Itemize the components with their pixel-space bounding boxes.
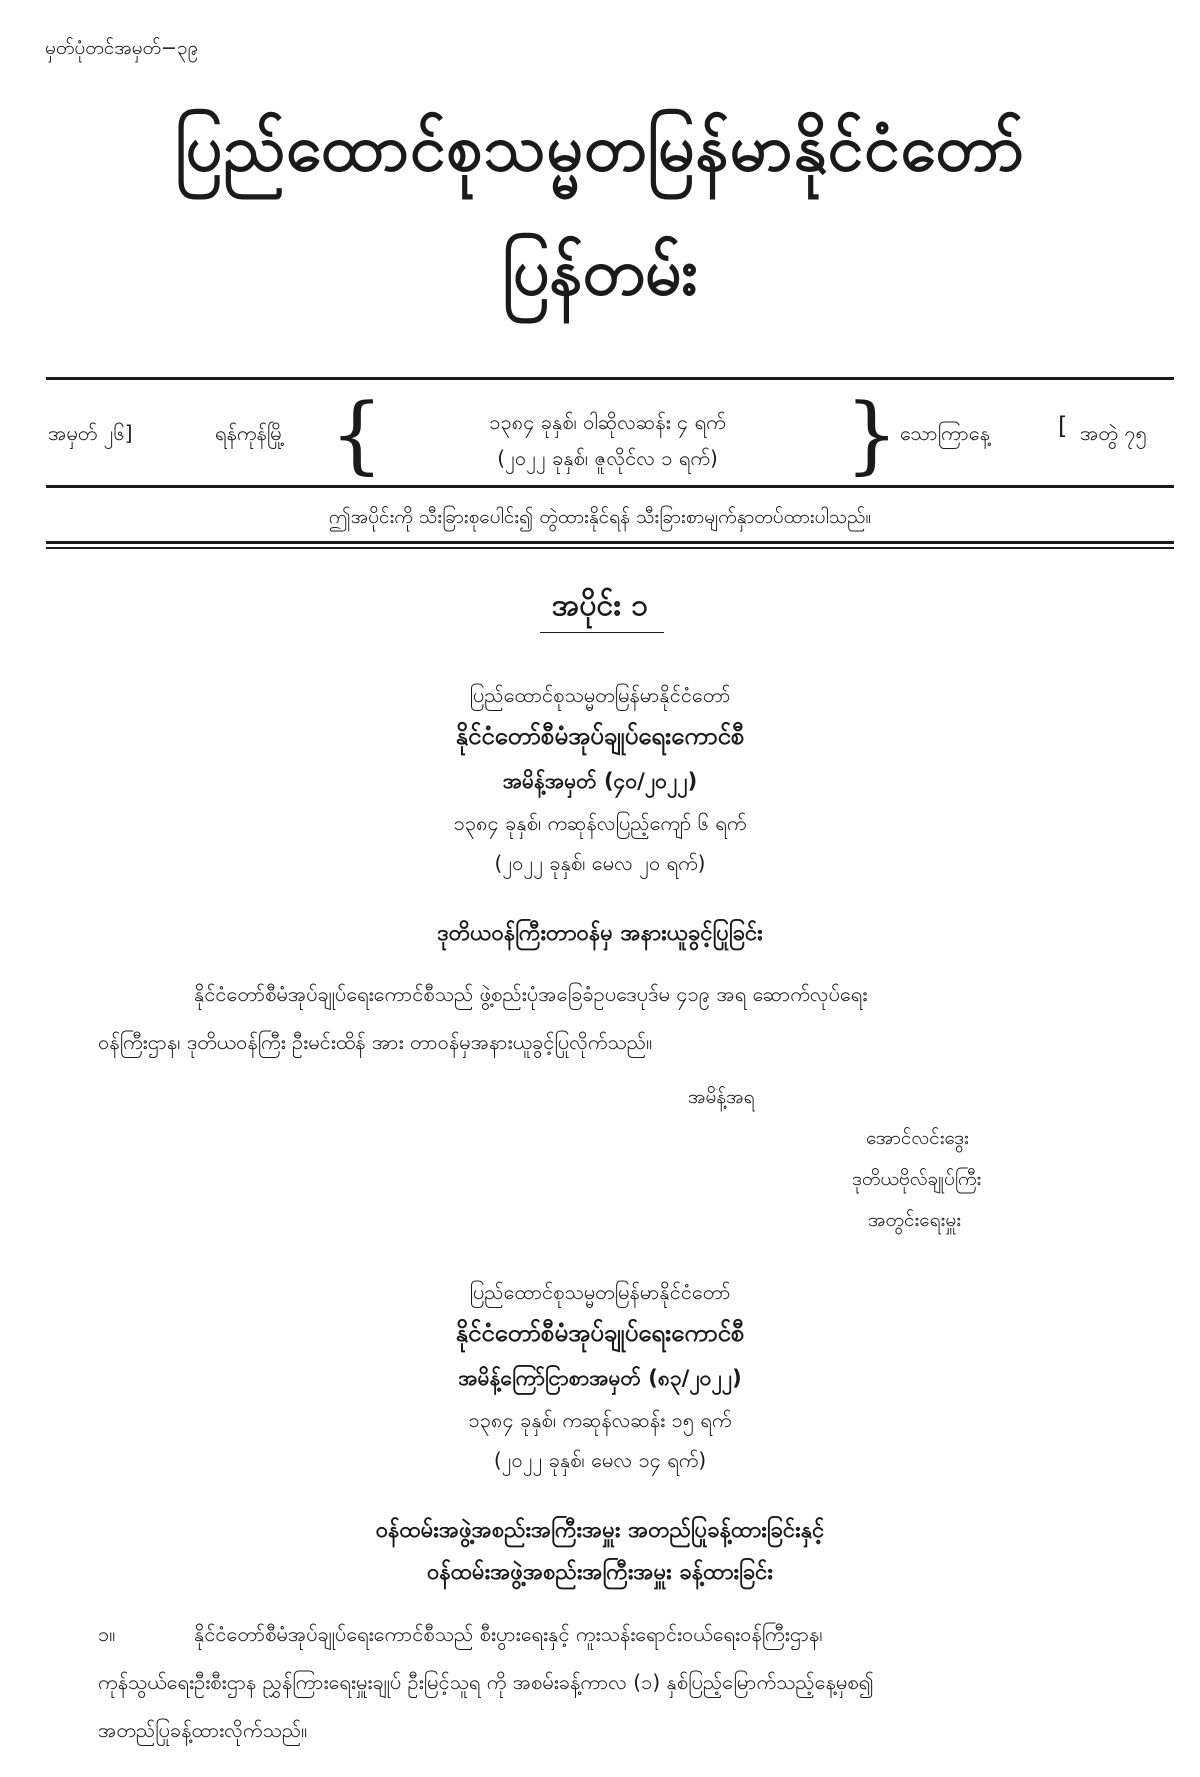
order2-body xyxy=(98,1610,1098,1754)
separate-page-note: ဤအပိုင်းကို သီးခြားစုပေါင်း၍ တွဲထားနိုင်ရန် သီးခြားစာမျက်နှာတပ်ထားပါသည်။ xyxy=(328,506,872,528)
issue-date-myanmar: ၁၃၈၄ ခုနှစ်၊ ဝါဆိုလဆန်း ၄ ရက် xyxy=(489,410,726,434)
issue-number: အမှတ် ၂၆] xyxy=(48,421,133,445)
order1-date-gregorian: (၂၀၂၂ ခုနှစ်၊ မေလ ၂၀ ရက်) xyxy=(494,851,706,875)
order1-by-order: အမိန့်အရ xyxy=(688,1086,755,1108)
order2-number: အမိန့်ကြော်ငြာစာအမှတ် (၈၃/၂၀၂၂) xyxy=(458,1366,742,1390)
order2-state: ပြည်ထောင်စုသမ္မတမြန်မာနိုင်ငံတော် xyxy=(469,1280,731,1304)
gazette-title: ပြည်ထောင်စုသမ္မတမြန်မာနိုင်ငံတော် xyxy=(174,112,1026,186)
order2-para-number: ၁။ xyxy=(98,1622,116,1646)
order2-body-line2: ကုန်သွယ်ရေးဦးစီးဌာန ညွှန်ကြားရေးမှူးချုပ် ဦးမြင့်သူရ ကို အစမ်းခန့်ကာလ (၁) နှစ်ပြည့်မြောက်သည့်နေ့မှစ၍ xyxy=(98,1670,874,1694)
order1-signatory-title: အတွင်းရေးမှူး xyxy=(868,1209,962,1231)
gazette-subtitle: ပြန်တမ်း xyxy=(502,236,698,310)
order1-body xyxy=(98,970,1098,1066)
issue-date xyxy=(380,404,835,476)
part-label: အပိုင်း ၁ xyxy=(551,588,649,623)
header-bottom-rule xyxy=(46,485,1174,488)
issue-date-gregorian: (၂၀၂၂ ခုနှစ်၊ ဇူလိုင်လ ၁ ရက်) xyxy=(497,446,718,470)
note-bottom-rule-2 xyxy=(46,547,1174,549)
publication-city: ရန်ကုန်မြို့ xyxy=(215,421,285,445)
order2-council: နိုင်ငံတော်စီမံအုပ်ချုပ်ရေးကောင်စီ xyxy=(455,1319,745,1347)
order2-heading-line1: ဝန်ထမ်းအဖွဲ့အစည်းအကြီးအမှူး အတည်ပြုခန့်ထားခြင်းနှင့် xyxy=(375,1518,825,1543)
volume-bracket: [ xyxy=(1058,412,1068,440)
order2-heading-line2: ဝန်ထမ်းအဖွဲ့အစည်းအကြီးအမှူး ခန့်ထားခြင်း xyxy=(427,1560,773,1585)
order1-number: အမိန့်အမှတ် (၄၀/၂၀၂၂) xyxy=(502,769,698,793)
order1-signatory-name: အောင်လင်းဒွေး xyxy=(866,1127,969,1149)
order1-heading: ဒုတိယဝန်ကြီးတာဝန်မှ အနားယူခွင့်ပြုခြင်း xyxy=(437,921,763,946)
order2-body-line1: ၁။ နိုင်ငံတော်စီမံအုပ်ချုပ်ရေးကောင်စီသည် စီးပွားရေးနှင့် ကူးသန်းရောင်းဝယ်ရေးဝန်ကြီးဌာန၊ xyxy=(98,1610,1098,1658)
order1-body-line1: နိုင်ငံတော်စီမံအုပ်ချုပ်ရေးကောင်စီသည် ဖွဲ့စည်းပုံအခြေခံဥပဒေပုဒ်မ ၄၁၉ အရ ဆောက်လုပ်ရေး xyxy=(194,982,868,1006)
header-top-rule xyxy=(46,377,1174,380)
volume-number: အတွဲ ၇၅ xyxy=(1080,421,1147,445)
order1-date-myanmar: ၁၃၈၄ ခုနှစ်၊ ကဆုန်လပြည့်ကျော် ၆ ရက် xyxy=(453,811,747,835)
registration-number: မှတ်ပုံတင်အမှတ်−၃၉ xyxy=(45,37,199,59)
order2-header xyxy=(0,1274,1200,1480)
order2-body-line3: အတည်ပြုခန့်ထားလိုက်သည်။ xyxy=(98,1718,308,1742)
order1-council: နိုင်ငံတော်စီမံအုပ်ချုပ်ရေးကောင်စီ xyxy=(455,722,745,750)
part-underline xyxy=(540,632,664,633)
left-brace: { xyxy=(330,385,384,483)
order1-signatory-rank: ဒုတိယဗိုလ်ချုပ်ကြီး xyxy=(852,1168,982,1190)
order2-date-gregorian: (၂၀၂၂ ခုနှစ်၊ မေလ ၁၄ ရက်) xyxy=(493,1448,707,1472)
note-bottom-rule-1 xyxy=(46,541,1174,544)
order1-state: ပြည်ထောင်စုသမ္မတမြန်မာနိုင်ငံတော် xyxy=(469,683,731,707)
issue-weekday: သောကြာနေ့ xyxy=(900,421,990,445)
order1-header xyxy=(0,677,1200,883)
order2-date-myanmar: ၁၃၈၄ ခုနှစ်၊ ကဆုန်လဆန်း ၁၅ ရက် xyxy=(468,1408,732,1432)
order1-body-line2: ဝန်ကြီးဌာန၊ ဒုတိယဝန်ကြီး ဦးမင်းထိန် အား တာဝန်မှအနားယူခွင့်ပြုလိုက်သည်။ xyxy=(98,1030,653,1054)
right-brace: } xyxy=(845,385,899,483)
